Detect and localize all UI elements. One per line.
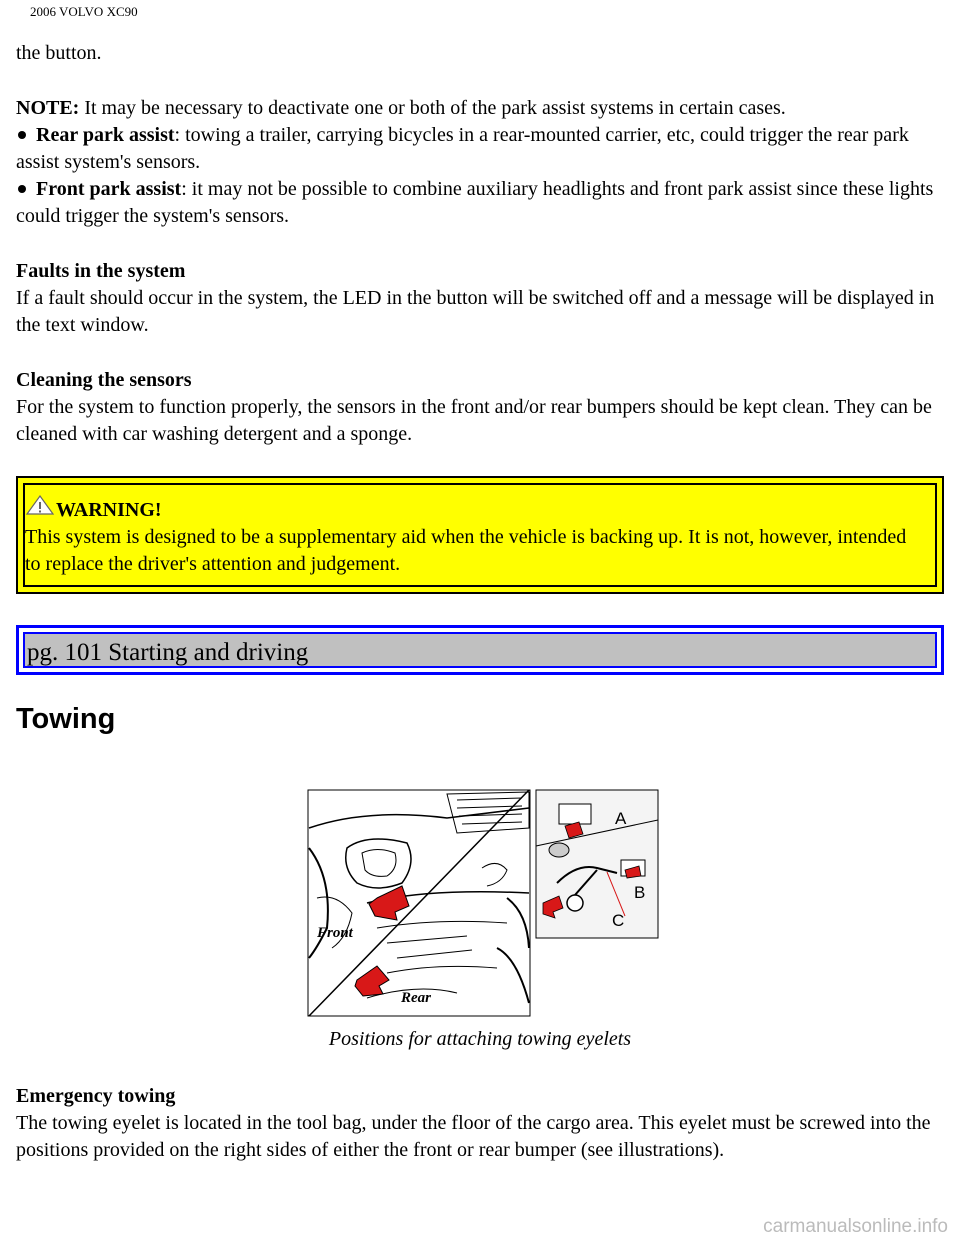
- towing-illustration: [307, 788, 659, 1018]
- page-banner: [16, 625, 944, 675]
- warning-triangle-icon: [25, 494, 55, 524]
- bullet-icon: [18, 185, 26, 193]
- watermark: carmanualsonline.info: [763, 1216, 948, 1237]
- note-paragraph: [16, 95, 946, 122]
- cleaning-section: [16, 367, 946, 448]
- bullet-text: : it may not be possible to combine auxiliary headlights and front park assist since these lights could trigger the system's sensors.: [16, 178, 934, 227]
- warning-text: This system is designed to be a supplementary aid when the vehicle is backing up. It is not, however, intended to replace the driver's attention and judgement.: [25, 526, 907, 575]
- section-title: Towing: [16, 703, 116, 735]
- emergency-section: [16, 1083, 946, 1164]
- note-label: NOTE:: [16, 97, 80, 119]
- intro-text: the button.: [16, 42, 102, 64]
- figure-label-c: C: [612, 911, 625, 930]
- warning-title: WARNING!: [56, 499, 162, 521]
- figure-caption: Positions for attaching towing eyelets: [328, 1028, 632, 1050]
- document-header: 2006 VOLVO XC90: [30, 4, 138, 19]
- figure-label-front: Front: [317, 925, 353, 941]
- cleaning-heading: Cleaning the sensors: [16, 369, 192, 391]
- bullet-icon: [18, 131, 26, 139]
- bullet-label: Front park assist: [36, 178, 182, 200]
- bullet-rear-park-assist: [16, 122, 946, 176]
- emergency-text: The towing eyelet is located in the tool bag, under the floor of the cargo area. This eyelet must be screwed into the positions provided on the right sides of either the front or rear bumper (see illustrations).: [16, 1112, 931, 1161]
- bullet-label: Rear park assist: [36, 124, 175, 146]
- faults-text: If a fault should occur in the system, the LED in the button will be switched off and a message will be displayed in the text window.: [16, 287, 935, 336]
- warning-box: [16, 476, 944, 594]
- figure-label-b: B: [634, 883, 646, 902]
- figure-label-rear: Rear: [401, 990, 431, 1006]
- page-banner-text: pg. 101 Starting and driving: [27, 639, 309, 666]
- bullet-front-park-assist: [16, 176, 946, 230]
- figure-label-a: A: [615, 809, 627, 828]
- cleaning-text: For the system to function properly, the sensors in the front and/or rear bumpers should be kept clean. They can be cleaned with car washing detergent and a sponge.: [16, 396, 932, 445]
- emergency-heading: Emergency towing: [16, 1085, 176, 1107]
- bullet-text: : towing a trailer, carrying bicycles in a rear-mounted carrier, etc, could trigger the rear park assist system's sensors.: [16, 124, 909, 173]
- faults-heading: Faults in the system: [16, 260, 186, 282]
- faults-section: [16, 258, 946, 339]
- note-text: It may be necessary to deactivate one or both of the park assist systems in certain cases.: [79, 97, 786, 119]
